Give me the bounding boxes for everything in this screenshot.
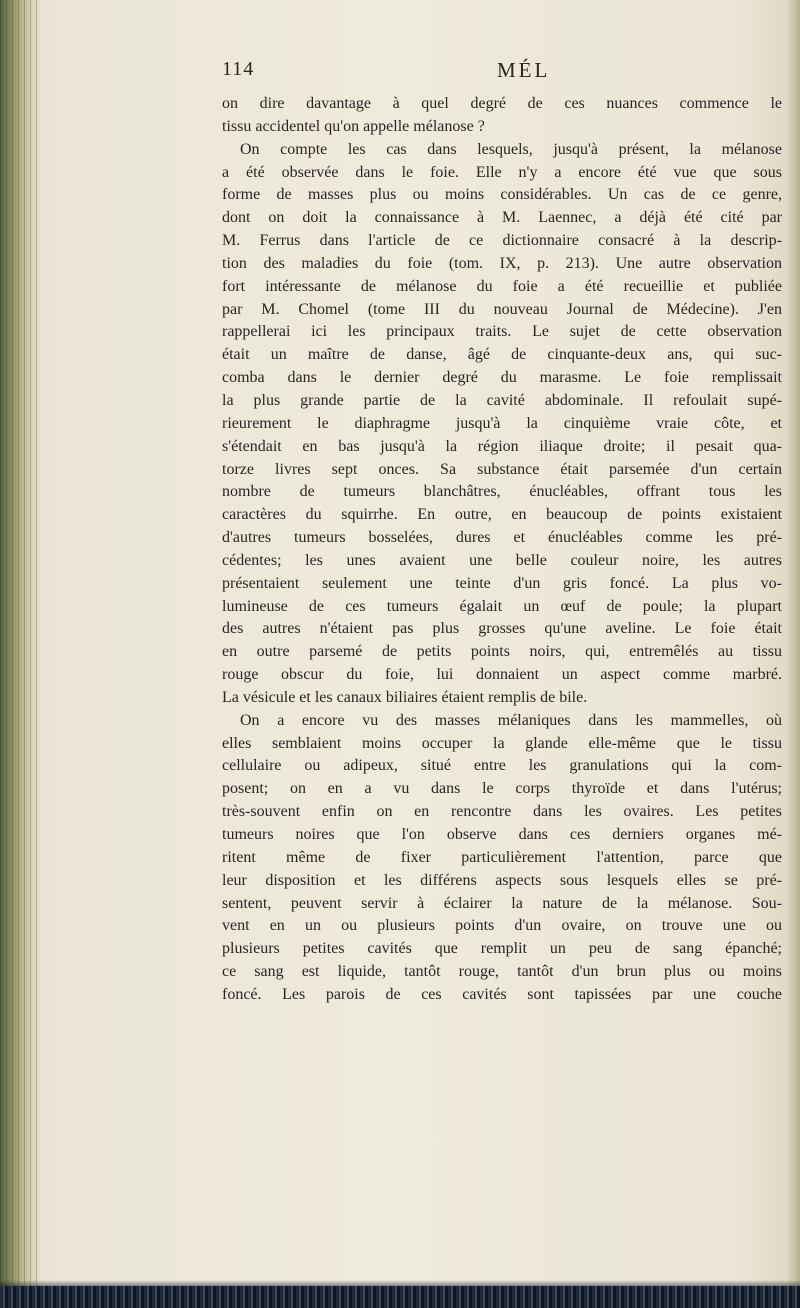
text-line: torze livres sept onces. Sa substance était parsemée d'un certain [222, 460, 782, 478]
text-line: a été observée dans le foie. Elle n'y a encore été vue que sous [222, 163, 782, 181]
page-number: 114 [222, 58, 255, 80]
text-line: posent; on en a vu dans le corps thyroïde et dans l'utérus; [222, 780, 782, 798]
text-line: forme de masses plus ou moins considérables. Un cas de ce genre, [222, 186, 782, 204]
scan-bottom-edge [0, 1286, 800, 1308]
text-line: caractères du squirrhe. En outre, en beaucoup de points existaient [222, 506, 782, 524]
body-text [222, 93, 782, 1007]
text-line: en outre parsemé de petits points noirs, qui, entremêlés au tissu [222, 643, 782, 661]
text-line: sentent, peuvent servir à éclairer la nature de la mélanose. Sou- [222, 894, 782, 912]
text-line: On compte les cas dans lesquels, jusqu'à présent, la mélanose [240, 140, 782, 158]
text-line: plusieurs petites cavités que remplit un peu de sang épanché; [222, 940, 782, 958]
text-line: fort intéressante de mélanose du foie a été recueillie et publiée [222, 277, 782, 295]
page-right-edge [788, 0, 800, 1308]
text-line: très-souvent enfin on en rencontre dans les ovaires. Les petites [222, 803, 782, 821]
text-line: La vésicule et les canaux biliaires étaient remplis de bile. [222, 688, 588, 706]
text-line: on dire davantage à quel degré de ces nuances commence le [222, 95, 782, 112]
text-line: d'autres tumeurs bosselées, dures et énucléables comme les pré- [222, 529, 782, 547]
text-line: On a encore vu des masses mélaniques dans les mammelles, où [240, 711, 782, 729]
text-line: était un maître de danse, âgé de cinquante-deux ans, qui suc- [222, 346, 782, 364]
text-line: M. Ferrus dans l'article de ce dictionnaire consacré à la descrip- [222, 232, 782, 250]
running-head: MÉL [497, 58, 551, 82]
gutter-texture [0, 0, 40, 1308]
text-line: foncé. Les parois de ces cavités sont tapissées par une couche [222, 985, 782, 1003]
text-line: par M. Chomel (tome III du nouveau Journal de Médecine). J'en [222, 300, 782, 318]
text-line: cellulaire ou adipeux, situé entre les granulations qui la com- [222, 757, 782, 775]
text-line: nombre de tumeurs blanchâtres, énucléables, offrant tous les [222, 483, 782, 501]
text-line: tissu accidentel qu'on appelle mélanose ? [222, 117, 485, 135]
text-line: dont on doit la connaissance à M. Laennec, a déjà été cité par [222, 209, 782, 227]
text-line: rieurement le diaphragme jusqu'à la cinquième vraie côte, et [222, 414, 782, 432]
text-line: rappellerai ici les principaux traits. Le sujet de cette observation [222, 323, 782, 341]
text-line: cédentes; les unes avaient une belle couleur noire, les autres [222, 551, 782, 569]
text-line: la plus grande partie de la cavité abdominale. Il refoulait supé- [222, 391, 782, 409]
text-line: présentaient seulement une teinte d'un gris foncé. La plus vo- [222, 574, 782, 592]
text-line: tumeurs noires que l'on observe dans ces derniers organes mé- [222, 826, 782, 843]
text-line: vent en un ou plusieurs points d'un ovaire, on trouve une ou [222, 917, 782, 935]
text-line: comba dans le dernier degré du marasme. Le foie remplissait [222, 369, 782, 387]
text-line: rouge obscur du foie, lui donnaient un aspect comme marbré. [222, 666, 782, 684]
text-line: lumineuse de ces tumeurs égalait un œuf de poule; la plupart [222, 597, 782, 615]
text-line: ce sang est liquide, tantôt rouge, tantôt d'un brun plus ou moins [222, 963, 782, 981]
text-line: ritent même de fixer particulièrement l'attention, parce que [222, 848, 782, 866]
text-line: s'étendait en bas jusqu'à la région iliaque droite; il pesait qua- [222, 437, 782, 455]
text-line: tion des maladies du foie (tom. IX, p. 213). Une autre observation [222, 254, 782, 272]
text-line: elles semblaient moins occuper la glande elle-même que le tissu [222, 734, 782, 752]
text-line: leur disposition et les différens aspects sous lesquels elles se pré- [222, 871, 782, 889]
text-line: des autres n'étaient pas plus grosses qu'une aveline. Le foie était [222, 620, 782, 638]
page-header [222, 58, 782, 84]
